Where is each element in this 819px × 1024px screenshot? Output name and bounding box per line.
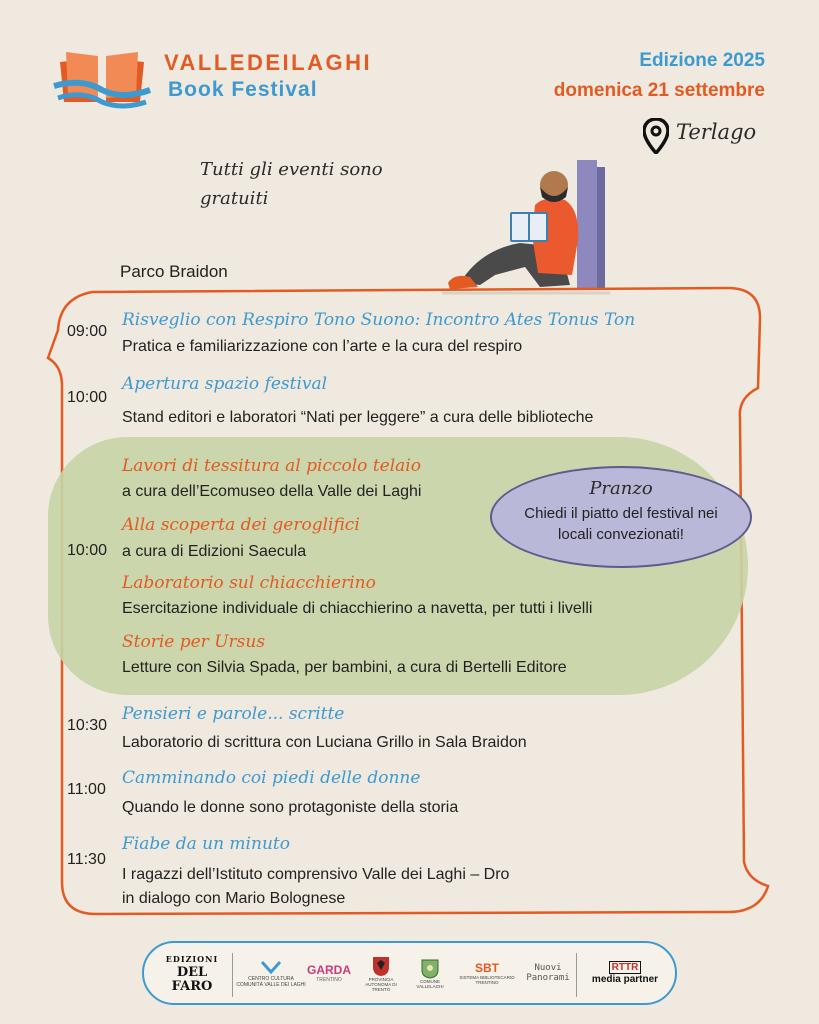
sponsors-bar: [142, 941, 677, 1005]
event-time: 10:30: [67, 717, 108, 734]
festival-subtitle: Book Festival: [168, 78, 318, 101]
lunch-title: Pranzo: [589, 478, 653, 499]
edition-label: Edizione 2025: [639, 50, 765, 71]
lunch-bubble: [490, 466, 752, 568]
sbt-logo: [454, 943, 520, 1003]
vallelaghi-text: COMUNE VALLELAGHI: [416, 979, 444, 989]
event-time: 10:00: [67, 542, 108, 559]
divider: [576, 953, 577, 997]
event-time: 10:00: [67, 389, 108, 406]
event-time: 11:00: [67, 781, 106, 798]
comunita-logo: [236, 943, 306, 1003]
event-title: Apertura spazio festival: [122, 374, 328, 394]
event-title: Fiabe da un minuto: [122, 834, 290, 854]
rttr-text: RTTR: [609, 961, 642, 974]
workshop-title: Laboratorio sul chiacchierino: [122, 573, 376, 593]
comunita-text: CENTRO CULTURA COMUNITÀ VALLE DEI LAGHI: [236, 976, 306, 988]
event-title: Pensieri e parole... scritte: [122, 704, 345, 724]
crest-icon: [420, 957, 440, 979]
media-partner-label: media partner: [591, 974, 659, 985]
eagle-crest-icon: [372, 955, 390, 977]
rttr-logo: [584, 943, 666, 1003]
garda-text: GARDA: [307, 963, 351, 977]
map-pin-icon: [643, 118, 669, 154]
faro-bottom-text: DEL FARO: [171, 965, 213, 994]
edizioni-del-faro-logo: [156, 943, 228, 1003]
event-description: Pratica e familiarizzazione con l’arte e la cura del respiro: [122, 338, 523, 355]
event-description: Stand editori e laboratori “Nati per leggere” a cura delle biblioteche: [122, 409, 594, 426]
sbt-subtext: SISTEMA BIBLIOTECARIO TRENTINO: [459, 975, 515, 985]
event-title: Risveglio con Respiro Tono Suono: Incontro Ates Tonus Ton: [122, 310, 636, 330]
event-description: Quando le donne sono protagoniste della storia: [122, 799, 459, 816]
workshop-description: Letture con Silvia Spada, per bambini, a cura di Bertelli Editore: [122, 659, 567, 676]
venue-label: Parco Braidon: [120, 262, 228, 281]
free-events-note: Tutti gli eventi sono gratuiti: [200, 159, 383, 209]
vallelaghi-logo: [406, 943, 454, 1003]
event-description: I ragazzi dell’Istituto comprensivo Valle dei Laghi – Dro: [122, 866, 510, 883]
garda-subtext: TRENTINO: [316, 977, 342, 983]
workshop-description: Esercitazione individuale di chiacchierino a navetta, per tutti i livelli: [122, 600, 593, 617]
trento-text: PROVINCIA AUTONOMA DI TRENTO: [365, 976, 397, 992]
nuovi-panorami-text: Nuovi Panorami: [526, 963, 570, 983]
workshop-title: Alla scoperta dei geroglifici: [122, 515, 360, 535]
divider: [232, 953, 233, 997]
location-label: Terlago: [676, 120, 757, 144]
reading-man-illustration: [440, 155, 615, 300]
workshop-description: a cura di Edizioni Saecula: [122, 543, 307, 560]
nuovi-panorami-logo: [524, 943, 572, 1003]
event-description: in dialogo con Mario Bolognese: [122, 890, 346, 907]
event-time: 09:00: [67, 323, 108, 340]
workshop-description: a cura dell’Ecomuseo della Valle dei Laghi: [122, 483, 422, 500]
lunch-text: Chiedi il piatto del festival nei locali convezionati!: [524, 505, 718, 543]
workshop-title: Lavori di tessitura al piccolo telaio: [122, 456, 421, 476]
event-description: Laboratorio di scrittura con Luciana Grillo in Sala Braidon: [122, 734, 527, 751]
festival-name: VALLEDEILAGHI: [164, 50, 373, 75]
faro-top-text: EDIZIONI: [165, 954, 219, 964]
workshop-title: Storie per Ursus: [122, 632, 266, 652]
event-title: Camminando coi piedi delle donne: [122, 768, 421, 788]
event-date: domenica 21 settembre: [553, 80, 765, 101]
garda-trentino-logo: [306, 943, 352, 1003]
chevron-logo-icon: [260, 958, 282, 976]
provincia-trento-logo: [358, 943, 404, 1003]
event-time: 11:30: [67, 851, 106, 868]
sbt-text: SBT: [475, 961, 499, 975]
book-logo-icon: [52, 40, 152, 112]
